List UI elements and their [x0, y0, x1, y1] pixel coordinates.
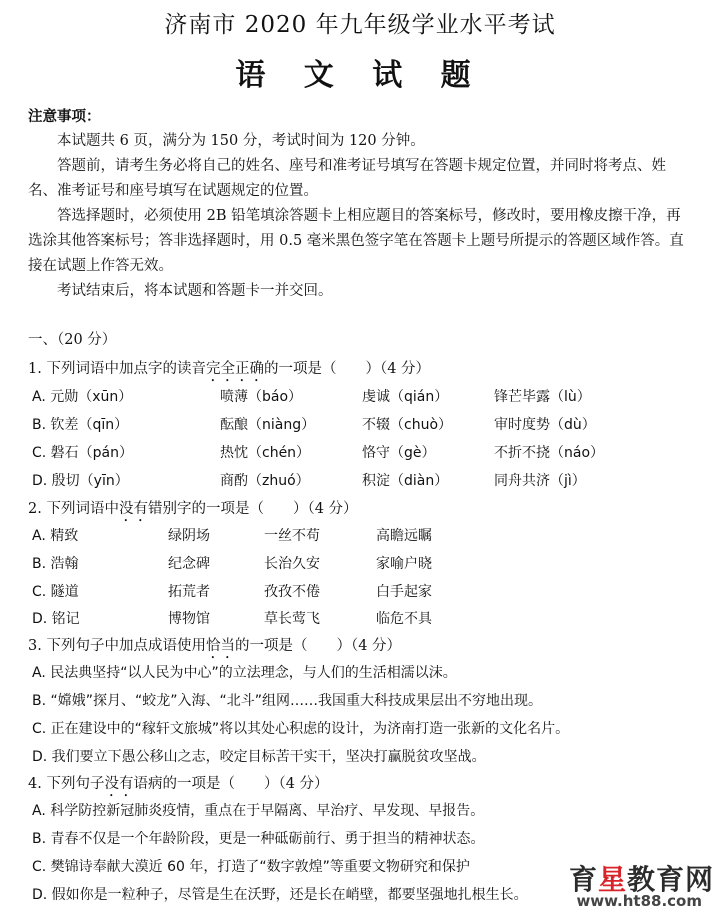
watermark-url: www.ht88.com	[576, 892, 702, 910]
option-item: C. 隧道	[32, 584, 79, 600]
stem-text: 语病的一项是（ ）（4 分）	[133, 776, 329, 792]
stem-emphasis: 没有	[104, 776, 134, 792]
option-item: A. 精致	[32, 528, 79, 544]
stem-emphasis: 完全正确	[205, 361, 264, 377]
option-sentence-c: C. 樊锦诗奉献大漠近 60 年，打造了“数字敦煌”等重要文物研究和保护	[32, 859, 470, 875]
option-item: 绿阴场	[168, 528, 210, 544]
option-item: 同舟共济（jì）	[494, 473, 586, 489]
option-item: B. 浩翰	[32, 556, 79, 572]
stem-emphasis: 没有	[118, 501, 148, 517]
section-heading: 一、（20 分）	[28, 332, 117, 348]
option-sentence-c: C. 正在建设中的“稼轩文旅城”将以其处心积虑的设计，为济南打造一张新的文化名片。	[32, 721, 570, 737]
question-stem	[28, 772, 329, 800]
option-item: 孜孜不倦	[264, 584, 320, 600]
option-item: 热忱（chén）	[220, 445, 311, 461]
stem-text: 3. 下列句子中加点成语使用	[28, 638, 206, 654]
option-item: C. 磐石（pán）	[32, 445, 134, 461]
option-item: 草长莺飞	[264, 611, 320, 627]
option-item: 积淀（diàn）	[362, 473, 449, 489]
option-item: D. 殷切（yīn）	[32, 473, 129, 489]
option-item: 长治久安	[264, 556, 320, 572]
option-item: B. 钦差（qīn）	[32, 417, 129, 433]
stem-emphasis: 恰当	[205, 638, 235, 654]
option-item: 高瞻远瞩	[376, 528, 432, 544]
option-item: D. 铭记	[32, 611, 80, 627]
option-item: 家喻户晓	[376, 556, 432, 572]
question-3	[28, 634, 401, 662]
stem-text: 的一项是（ ）（4 分）	[263, 361, 431, 377]
option-item: 拓荒者	[168, 584, 210, 600]
notice-heading: 注意事项：	[28, 108, 101, 125]
notice-paragraph: 考试结束后，将本试题和答题卡一并交回。	[57, 283, 333, 299]
question-2	[28, 497, 358, 525]
option-item: 博物馆	[168, 611, 210, 627]
watermark-accent: 星	[597, 863, 627, 896]
option-item: 一丝不苟	[264, 528, 320, 544]
option-sentence-a: A. 民法典坚持“以人民为中心”的立法理念，与人们的生活相濡以沫。	[32, 665, 457, 681]
option-item: 临危不具	[376, 611, 432, 627]
notice-paragraph: 答选择题时，必须使用 2B 铅笔填涂答题卡上相应题目的答案标号，修改时，要用橡皮擦干净，再选涂其他答案标号；答非选择题时，用 0.5 毫米黑色签字笔在答题卡上题号所提示的答题区域作答。直接在试题上作答无效。	[28, 208, 684, 274]
question-4	[28, 772, 329, 800]
option-item: 商酌（zhuó）	[220, 473, 310, 489]
stem-text: 错别字的一项是（ ）（4 分）	[147, 501, 358, 517]
notice-paragraph: 答题前，请考生务必将自己的姓名、座号和准考证号填写在答题卡规定位置，并同时将考点、姓名、准考证号和座号填写在试题规定的位置。	[28, 158, 666, 199]
option-sentence-d: D. 我们要立下愚公移山之志，咬定目标苦干实干，坚决打赢脱贫攻坚战。	[32, 749, 486, 765]
question-stem	[28, 357, 430, 385]
stem-text: 的一项是（ ）（4 分）	[234, 638, 402, 654]
watermark-logo: 育星教育网	[568, 863, 714, 896]
option-item: 锋芒毕露（lù）	[494, 389, 591, 405]
notice-paragraph: 本试题共 6 页，满分为 150 分，考试时间为 120 分钟。	[57, 133, 425, 149]
option-item: 纪念碑	[168, 556, 210, 572]
option-item: 白手起家	[376, 584, 432, 600]
option-item: 酝酿（niàng）	[220, 417, 316, 433]
question-stem	[28, 634, 401, 662]
option-item: 不辍（chuò）	[362, 417, 453, 433]
option-item: 喷薄（báo）	[220, 389, 303, 405]
stem-text: 4. 下列句子	[28, 776, 105, 792]
site-watermark	[524, 858, 714, 910]
option-item: A. 元勋（xūn）	[32, 389, 133, 405]
option-item: 不折不挠（náo）	[494, 445, 605, 461]
question-1	[28, 357, 430, 385]
exam-title: 济南市 2020 年九年级学业水平考试	[164, 12, 556, 38]
option-item: 恪守（gè）	[362, 445, 436, 461]
option-sentence-b: B. “嫦娥”探月、“蛟龙”入海、“北斗”组网……我国重大科技成果层出不穷地出现。	[32, 693, 543, 709]
notice-block	[28, 104, 688, 304]
stem-text: 1. 下列词语中加点字的读音	[28, 361, 206, 377]
stem-text: 2. 下列词语中	[28, 501, 119, 517]
option-item: 虔诚（qián）	[362, 389, 449, 405]
option-item: 审时度势（dù）	[494, 417, 596, 433]
option-sentence-b: B. 青春不仅是一个年龄阶段，更是一种砥砺前行、勇于担当的精神状态。	[32, 831, 485, 847]
option-sentence-a: A. 科学防控新冠肺炎疫情，重点在于早隔离、早治疗、早发现、早报告。	[32, 803, 485, 819]
question-stem	[28, 497, 358, 525]
option-sentence-d: D. 假如你是一粒种子，尽管是生在沃野，还是长在峭壁，都要坚强地扎根生长。	[32, 887, 528, 903]
subject-title: 语 文 试 题	[235, 58, 485, 93]
